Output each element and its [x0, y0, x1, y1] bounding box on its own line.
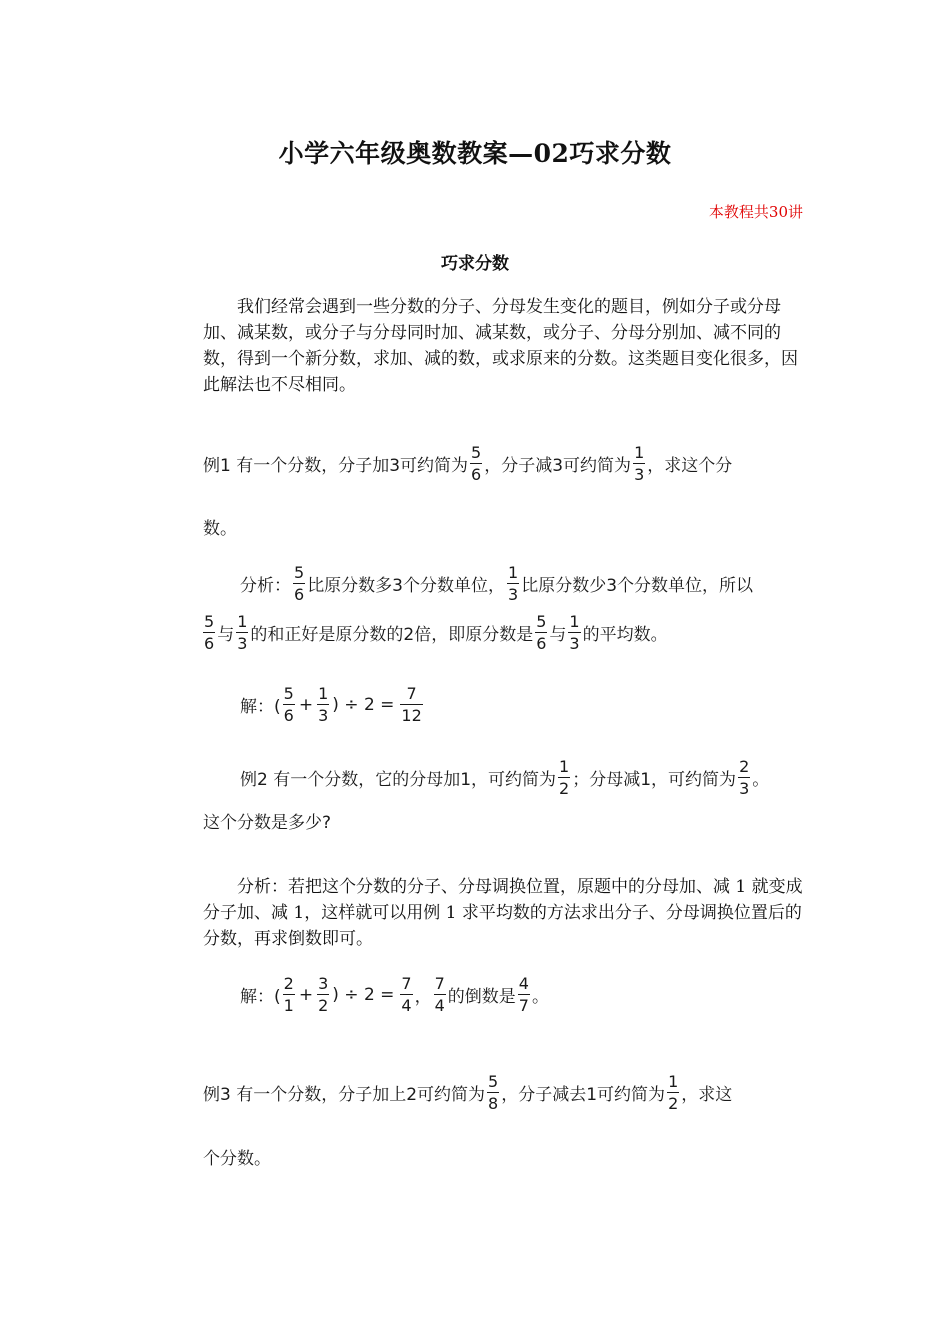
example2-analysis: 分析：若把这个分数的分子、分母调换位置，原题中的分母加、减 1 就变成分子加、减 1，这样就可以用例 1 求平均数的方法求出分子、分母调换位置后的分数，再求倒数即可。 — [203, 877, 803, 949]
fraction: $\frac{1}{3}$ — [237, 612, 248, 653]
example1-text-b: ，分子减3可约简为 — [484, 456, 632, 476]
example1-text-a: 例1 有一个分数，分子加3可约简为 — [203, 456, 469, 476]
fraction: $\frac{7}{12}$ — [401, 684, 422, 725]
example1-statement-line2: 数。 — [203, 519, 237, 539]
course-note: 本教程共30讲 — [708, 203, 803, 221]
fraction: $\frac{1}{2}$ — [668, 1072, 679, 1113]
example2-solution: 解：( $\frac{2}{1}$ + $\frac{3}{2}$ ) ÷ 2 = $\frac{7}{4}$ ， $\frac{7}{4}$ 的倒数是 $\frac{4}{7}$ 。 — [240, 974, 549, 1015]
fraction: $\frac{5}{6}$ — [294, 563, 305, 604]
fraction: $\frac{2}{1}$ — [283, 974, 294, 1015]
fraction: $\frac{1}{3}$ — [318, 684, 329, 725]
example3-statement-line1: 例3 有一个分数，分子加上2可约简为 $\frac{5}{8}$ ，分子减去1可约简为 $\frac{1}{2}$ ，求这 — [203, 1072, 733, 1113]
fraction: $\frac{1}{3}$ — [508, 563, 519, 604]
example2-statement-line1: 例2 有一个分数，它的分母加1，可约简为 $\frac{1}{2}$ ；分母减1，可约简为 $\frac{2}{3}$ 。 — [240, 757, 770, 798]
fraction: $\frac{5}{6}$ — [471, 443, 482, 484]
fraction: $\frac{4}{7}$ — [518, 974, 529, 1015]
fraction: $\frac{3}{2}$ — [318, 974, 329, 1015]
fraction: $\frac{7}{4}$ — [401, 974, 412, 1015]
fraction: $\frac{5}{8}$ — [488, 1072, 499, 1113]
example1-statement-line1 — [203, 443, 732, 484]
fraction: $\frac{5}{6}$ — [204, 612, 215, 653]
fraction: $\frac{1}{3}$ — [569, 612, 580, 653]
fraction: $\frac{1}{3}$ — [634, 443, 645, 484]
fraction: $\frac{5}{6}$ — [283, 684, 294, 725]
example1-analysis-line2: $\frac{5}{6}$ 与 $\frac{1}{3}$ 的和正好是原分数的2倍，即原分数是 $\frac{5}{6}$ 与 $\frac{1}{3}$ 的平均数。 — [204, 612, 668, 653]
example1-analysis-line1: 分析： $\frac{5}{6}$ 比原分数多3个分数单位， $\frac{1}{3}$ 比原分数少3个分数单位，所以 — [240, 563, 754, 604]
example2-statement-line2: 这个分数是多少? — [203, 813, 332, 833]
fraction: $\frac{7}{4}$ — [434, 974, 445, 1015]
intro-paragraph: 我们经常会遇到一些分数的分子、分母发生变化的题目，例如分子或分母加、减某数，或分子与分母同时加、减某数，或分子、分母分别加、减不同的数，得到一个新分数，求加、减的数，或求原来的分数。这类题目变化很多，因此解法也不尽相同。 — [203, 297, 798, 395]
example1-text-c: ，求这个分 — [647, 456, 733, 476]
fraction: $\frac{2}{3}$ — [739, 757, 750, 798]
example1-solution: 解：( $\frac{5}{6}$ + $\frac{1}{3}$ ) ÷ 2 = $\frac{7}{12}$ — [240, 684, 422, 725]
fraction: $\frac{5}{6}$ — [536, 612, 547, 653]
section-heading: 巧求分数 — [441, 254, 509, 274]
example3-statement-line2: 个分数。 — [203, 1149, 271, 1169]
fraction: $\frac{1}{2}$ — [559, 757, 570, 798]
page-title: 小学六年级奥数教案—02巧求分数 — [278, 139, 672, 168]
